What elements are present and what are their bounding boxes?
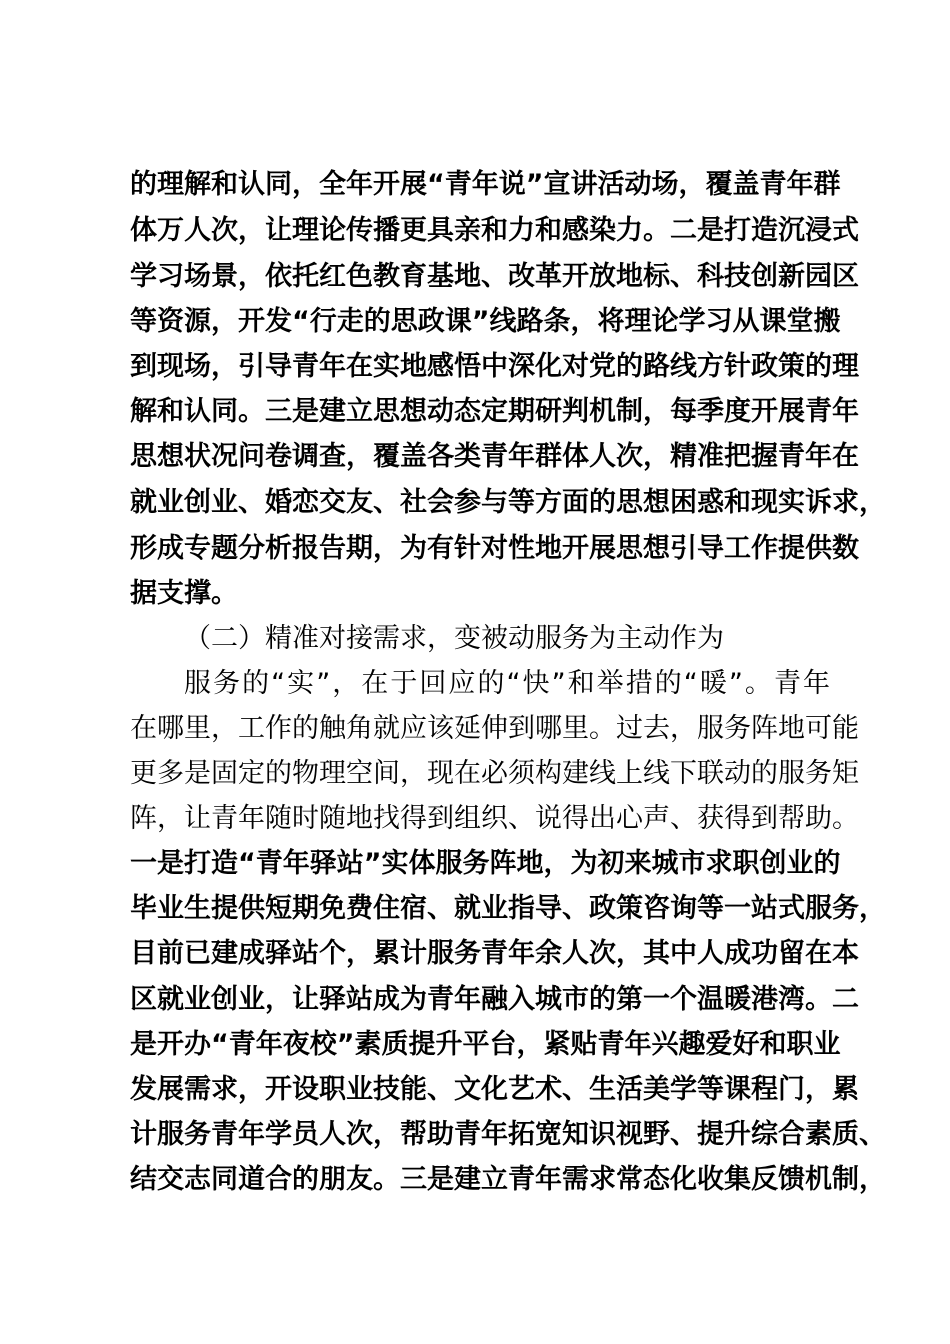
paragraph-line: 区就业创业，让驿站成为青年融入城市的第一个温暖港湾。二	[130, 984, 859, 1015]
paragraph-line: 据支撑。	[130, 578, 238, 609]
paragraph-line: 等资源，开发“行走的思政课”线路条，将理论学习从课堂搬	[130, 306, 841, 337]
paragraph-line: 的理解和认同，全年开展“青年说”宣讲活动场，覆盖青年群	[130, 169, 841, 200]
paragraph-line: 就业创业、婚恋交友、社会参与等方面的思想困惑和现实诉求，	[130, 487, 886, 518]
paragraph-line: 解和认同。三是建立思想动态定期研判机制，每季度开展青年	[130, 396, 859, 427]
paragraph-line: 一是打造“青年驿站”实体服务阵地，为初来城市求职创业的	[130, 848, 841, 879]
paragraph-line: 是开办“青年夜校”素质提升平台，紧贴青年兴趣爱好和职业	[130, 1029, 841, 1060]
paragraph-line: 形成专题分析报告期，为有针对性地开展思想引导工作提供数	[130, 533, 859, 564]
paragraph-line: 毕业生提供短期免费住宿、就业指导、政策咨询等一站式服务，	[130, 893, 886, 924]
paragraph-line: 在哪里，工作的触角就应该延伸到哪里。过去，服务阵地可能	[130, 713, 859, 744]
paragraph-line: 更多是固定的物理空间，现在必须构建线上线下联动的服务矩	[130, 758, 859, 789]
paragraph-line: 阵，让青年随时随地找得到组织、说得出心声、获得到帮助。	[130, 803, 859, 834]
paragraph-line: 服务的“实”，在于回应的“快”和举措的“暖”。青年	[184, 668, 830, 699]
paragraph-line: 到现场，引导青年在实地感悟中深化对党的路线方针政策的理	[130, 351, 859, 382]
paragraph-line: 计服务青年学员人次，帮助青年拓宽知识视野、提升综合素质、	[130, 1119, 886, 1150]
paragraph-line: 思想状况问卷调查，覆盖各类青年群体人次，精准把握青年在	[130, 441, 859, 472]
section-heading: （二）精准对接需求，变被动服务为主动作为	[184, 623, 724, 654]
paragraph-line: 结交志同道合的朋友。三是建立青年需求常态化收集反馈机制，	[130, 1164, 886, 1195]
paragraph-line: 发展需求，开设职业技能、文化艺术、生活美学等课程门，累	[130, 1074, 859, 1105]
paragraph-line: 学习场景，依托红色教育基地、改革开放地标、科技创新园区	[130, 261, 859, 292]
paragraph-line: 目前已建成驿站个，累计服务青年余人次，其中人成功留在本	[130, 938, 859, 969]
paragraph-line: 体万人次，让理论传播更具亲和力和感染力。二是打造沉浸式	[130, 215, 859, 246]
